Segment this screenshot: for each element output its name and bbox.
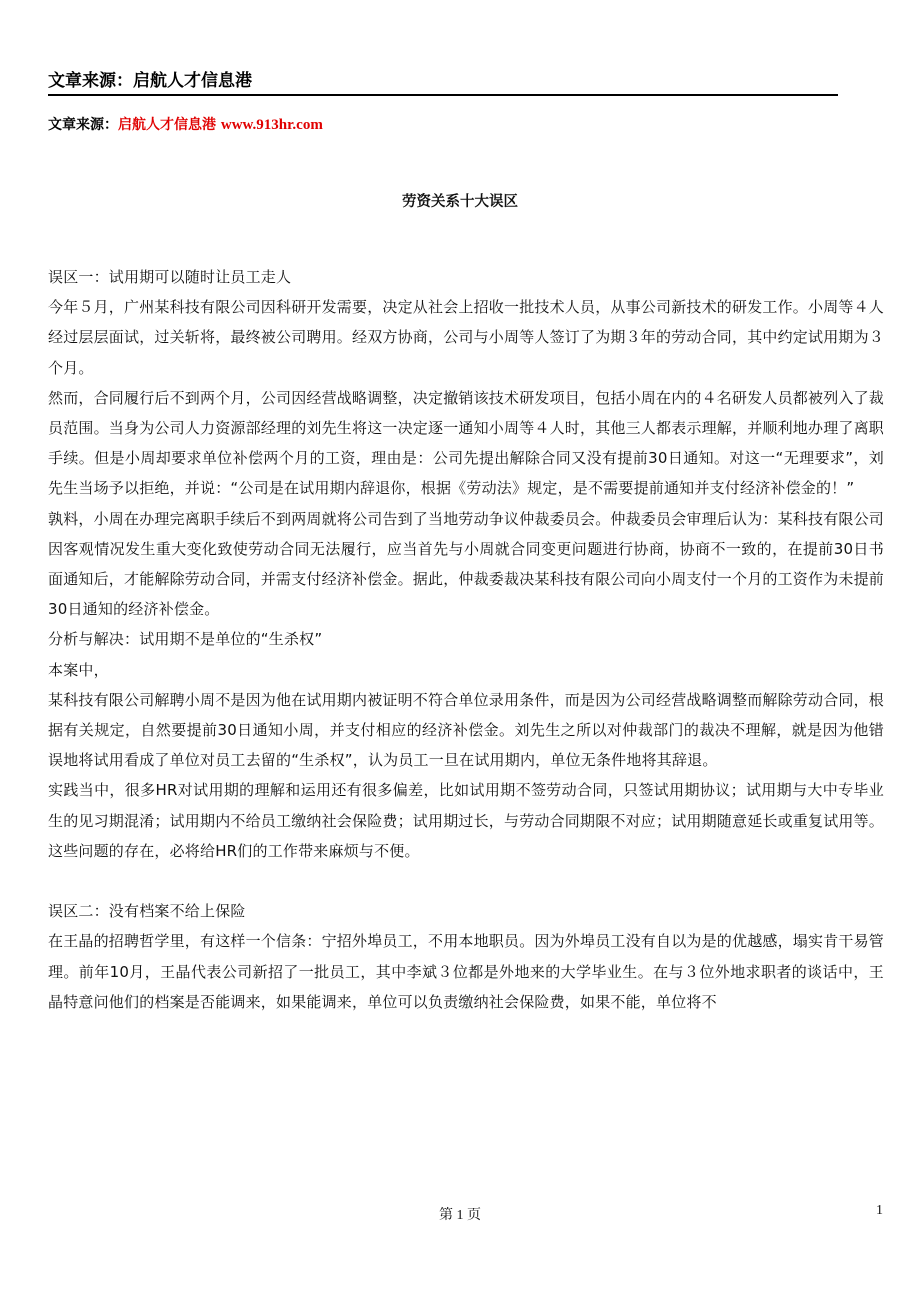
header-title: 文章来源：启航人才信息港 bbox=[48, 71, 252, 91]
document-title: 劳资关系十大误区 bbox=[402, 194, 518, 210]
source-label: 文章来源： bbox=[48, 117, 118, 133]
paragraph: 本案中， bbox=[48, 660, 109, 679]
paragraph: 某科技有限公司解聘小周不是因为他在试用期内被证明不符合单位录用条件，而是因为公司经营战略调整而解除劳动合同，根据有关规定，自然要提前30日通知小周，并支付相应的经济补偿金。刘先生之所以对仲裁部门的裁决不理解，就是因为他错误地将试用看成了单位对员工去留的“生杀权”，认为员工一旦在试用期内，单位无条件地将其辞退。 bbox=[48, 690, 885, 770]
paragraph: 实践当中，很多HR对试用期的理解和运用还有很多偏差，比如试用期不签劳动合同，只签试用期协议；试用期与大中专毕业生的见习期混淆；试用期内不给员工缴纳社会保险费；试用期过长，与劳动合同期限不对应；试用期随意延长或重复试用等。这些问题的存在，必将给HR们的工作带来麻烦与不便。 bbox=[48, 781, 885, 860]
analysis-heading: 分析与解决：试用期不是单位的“生杀权” bbox=[48, 630, 323, 649]
footer-page-label: 第 1 页 bbox=[439, 1208, 481, 1223]
source-line bbox=[48, 114, 323, 134]
paragraph: 然而，合同履行后不到两个月，公司因经营战略调整，决定撤销该技术研发项目，包括小周在内的４名研发人员都被列入了裁员范围。当身为公司人力资源部经理的刘先生将这一决定逐一通知小周等４人时，其他三人都表示理解，并顺利地办理了离职手续。但是小周却要求单位补偿两个月的工资，理由是：公司先提出解除合同又没有提前30日通知。对这一“无理要求”，刘先生当场予以拒绝，并说：“公司是在试用期内辞退你，根据《劳动法》规定，是不需要提前通知并支付经济补偿金的！” bbox=[48, 388, 885, 498]
footer-page-number: 1 bbox=[876, 1203, 883, 1218]
section-heading-2: 误区二：没有档案不给上保险 bbox=[48, 902, 246, 921]
paragraph: 孰料，小周在办理完离职手续后不到两周就将公司告到了当地劳动争议仲裁委员会。仲裁委员会审理后认为：某科技有限公司因客观情况发生重大变化致使劳动合同无法履行，应当首先与小周就合同变更问题进行协商，协商不一致的，在提前30日书面通知后，才能解除劳动合同，并需支付经济补偿金。据此，仲裁委裁决某科技有限公司向小周支付一个月的工资作为未提前30日通知的经济补偿金。 bbox=[48, 509, 885, 619]
document-body bbox=[48, 262, 884, 1017]
blank-line bbox=[48, 866, 884, 896]
source-name: 启航人才信息港 bbox=[118, 117, 216, 133]
section-heading-1: 误区一：试用期可以随时让员工走人 bbox=[48, 268, 292, 286]
paragraph: 今年５月，广州某科技有限公司因科研开发需要，决定从社会上招收一批技术人员，从事公司新技术的研发工作。小周等４人经过层层面试，过关斩将，最终被公司聘用。经双方协商，公司与小周等人签订了为期３年的劳动合同，其中约定试用期为３个月。 bbox=[48, 298, 885, 377]
source-url-link[interactable]: www.913hr.com bbox=[220, 117, 323, 133]
paragraph: 在王晶的招聘哲学里，有这样一个信条：宁招外埠员工，不用本地职员。因为外埠员工没有自以为是的优越感，塌实肯干易管理。前年10月，王晶代表公司新招了一批员工，其中李斌３位都是外地来的大学毕业生。在与３位外地求职者的谈话中，王晶特意问他们的档案是否能调来，如果能调来，单位可以负责缴纳社会保险费，如果不能，单位将不 bbox=[48, 932, 885, 1011]
page-header bbox=[48, 64, 838, 96]
